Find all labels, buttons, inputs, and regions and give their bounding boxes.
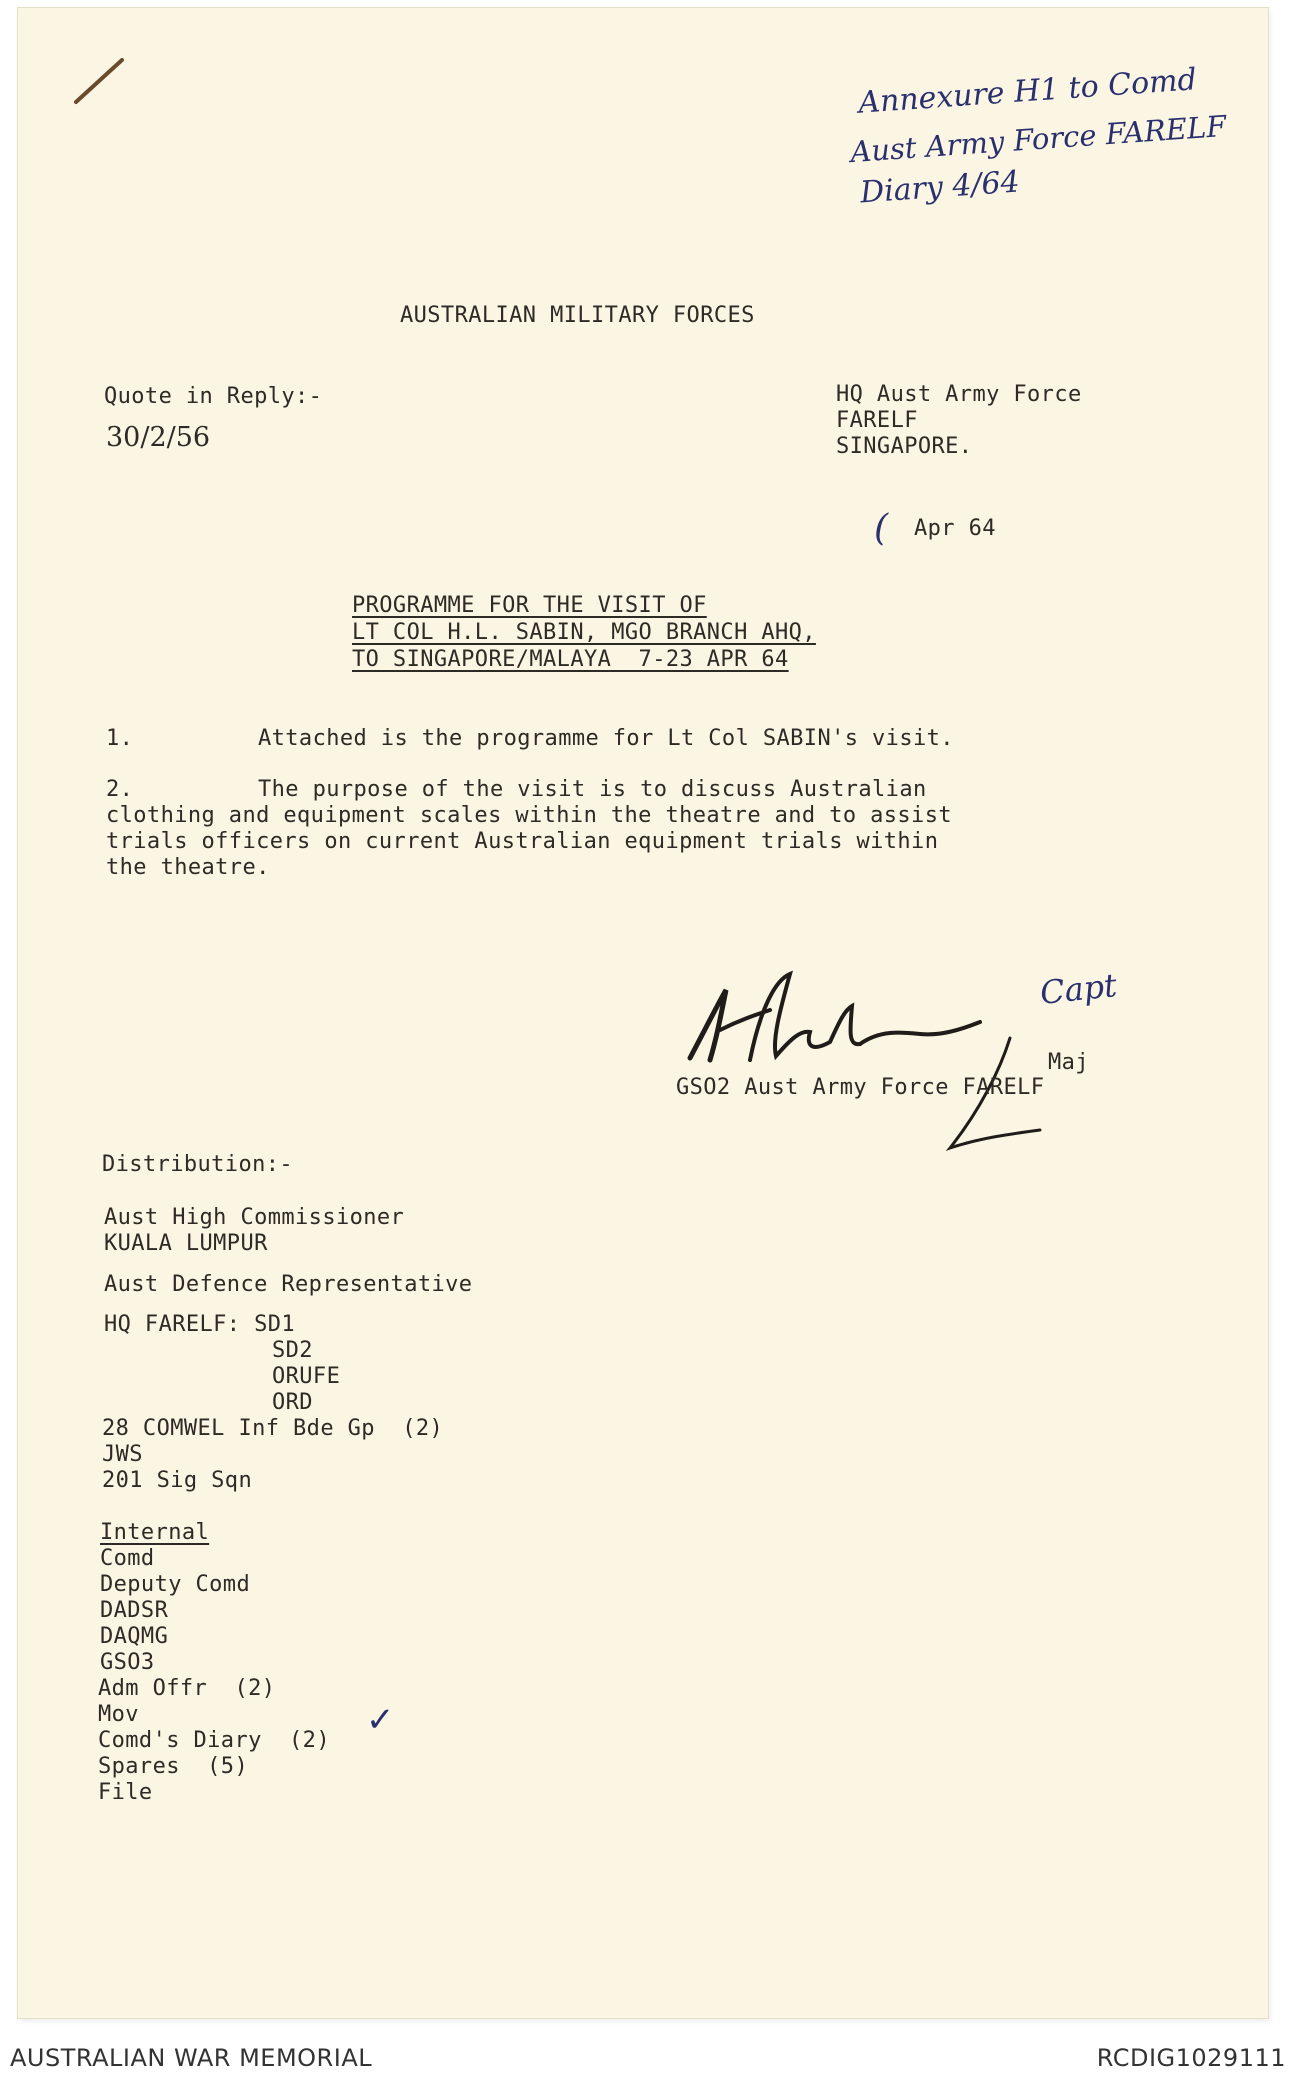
distribution-item: ORUFE [272, 1364, 341, 1389]
internal-item: DAQMG [100, 1624, 169, 1649]
check-mark-icon: ✓ [366, 1700, 395, 1740]
distribution-item: SD2 [272, 1338, 313, 1363]
footer-left: AUSTRALIAN WAR MEMORIAL [10, 2044, 373, 2072]
paragraph-2-line2: clothing and equipment scales within the theatre and to assist [106, 803, 952, 828]
internal-item: Mov [98, 1702, 139, 1727]
distribution-heading: Distribution:- [102, 1152, 294, 1177]
handwritten-annotation-line1: Annexure H1 to Comd [857, 62, 1198, 121]
distribution-item: 201 Sig Sqn [102, 1468, 253, 1493]
internal-item: Spares (5) [98, 1754, 249, 1779]
internal-heading: Internal [100, 1520, 210, 1545]
signature-appointment: GSO2 Aust Army Force FARELF [676, 1075, 1045, 1100]
internal-item: Adm Offr (2) [98, 1676, 276, 1701]
address-line1: HQ Aust Army Force [836, 382, 1082, 407]
pen-mark [72, 56, 132, 106]
quote-reference: 30/2/56 [106, 422, 211, 453]
address-line3: SINGAPORE. [836, 434, 973, 459]
paragraph-1-number: 1. [106, 726, 134, 751]
distribution-item: KUALA LUMPUR [104, 1231, 268, 1256]
paragraph-2-first-line: The purpose of the visit is to discuss Australian [258, 777, 927, 802]
handwritten-annotation-line2: Aust Army Force FARELF [849, 108, 1228, 170]
internal-item: Deputy Comd [100, 1572, 251, 1597]
signature-capt-note: Capt [1038, 966, 1119, 1012]
signature-rank: Maj [1048, 1050, 1089, 1075]
paragraph-2-number: 2. [106, 777, 134, 802]
distribution-item: HQ FARELF: SD1 [104, 1312, 296, 1337]
quote-label: Quote in Reply:- [104, 384, 323, 409]
letterhead: AUSTRALIAN MILITARY FORCES [400, 303, 755, 328]
distribution-item: Aust Defence Representative [104, 1272, 473, 1297]
internal-item: GSO3 [100, 1650, 155, 1675]
paragraph-2-line4: the theatre. [106, 855, 270, 880]
distribution-item: 28 COMWEL Inf Bde Gp (2) [102, 1416, 444, 1441]
title-line3: TO SINGAPORE/MALAYA 7-23 APR 64 [352, 647, 789, 672]
title-line1: PROGRAMME FOR THE VISIT OF [352, 593, 707, 618]
paragraph-1-text: Attached is the programme for Lt Col SABIN's visit. [258, 726, 954, 751]
internal-item: File [98, 1780, 153, 1805]
address-line2: FARELF [836, 408, 918, 433]
handwritten-annotation-line3: Diary 4/64 [858, 164, 1021, 211]
internal-item: DADSR [100, 1598, 169, 1623]
paragraph-2-line3: trials officers on current Australian equipment trials within [106, 829, 939, 854]
date-month-year: Apr 64 [914, 516, 996, 541]
internal-item: Comd [100, 1546, 155, 1571]
footer-right: RCDIG1029111 [1096, 2044, 1286, 2072]
title-line2: LT COL H.L. SABIN, MGO BRANCH AHQ, [352, 620, 816, 645]
distribution-item: ORD [272, 1390, 313, 1415]
distribution-item: JWS [102, 1442, 143, 1467]
internal-item: Comd's Diary (2) [98, 1728, 330, 1753]
date-day-mark: ( [874, 508, 889, 549]
distribution-item: Aust High Commissioner [104, 1205, 405, 1230]
